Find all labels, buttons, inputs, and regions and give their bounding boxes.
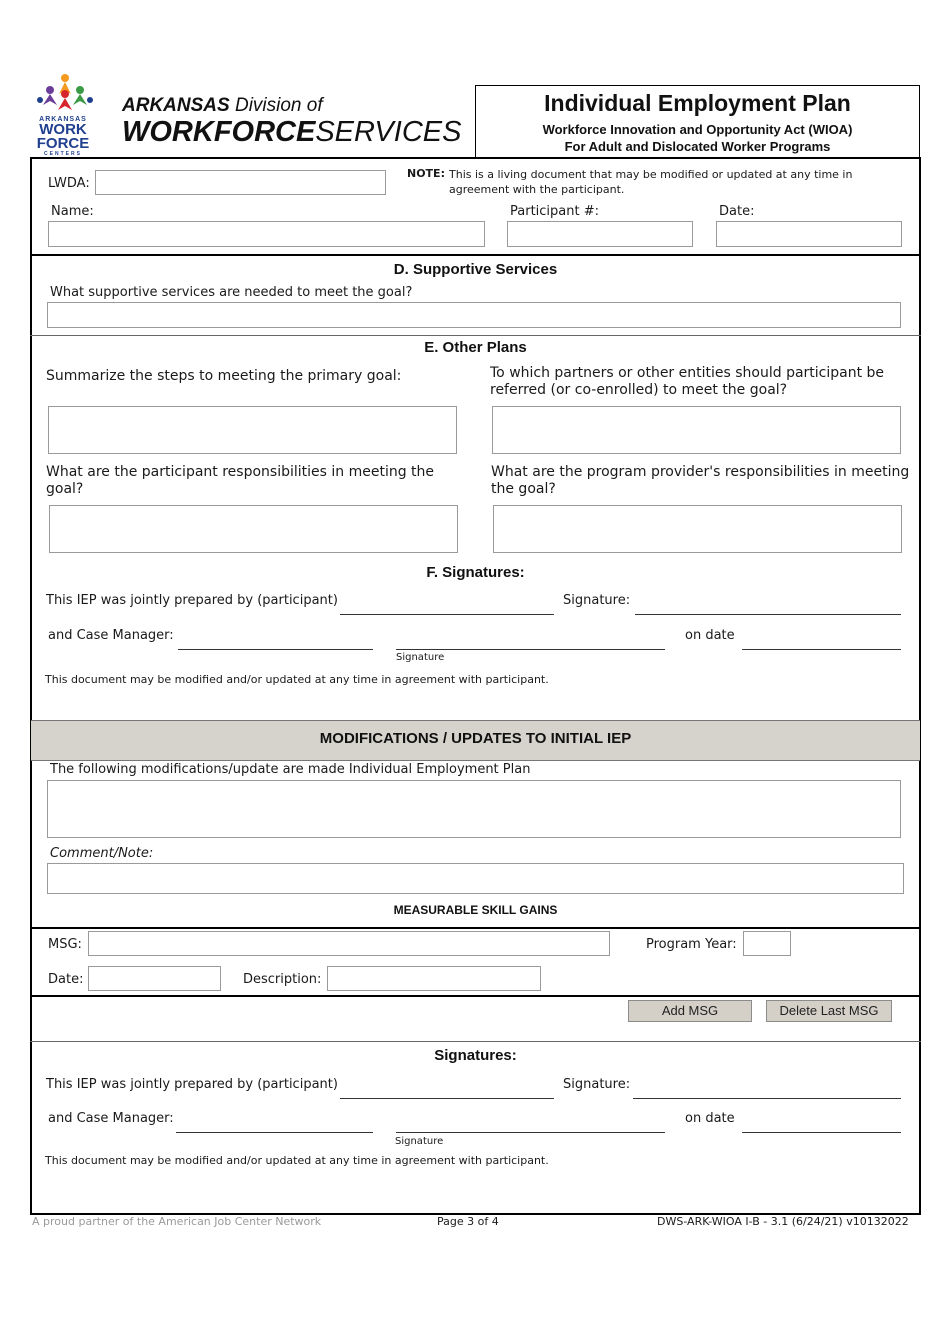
date-label: Date: [719, 204, 755, 219]
divider [30, 254, 921, 256]
agency-state: ARKANSAS [122, 95, 230, 116]
agency-division: Division of [234, 95, 323, 116]
agency-name [122, 95, 461, 147]
date-input[interactable] [716, 221, 902, 247]
footer-partner: A proud partner of the American Job Center Network [32, 1215, 322, 1228]
msg-input[interactable] [88, 931, 610, 956]
case-manager-name-line[interactable] [176, 1132, 373, 1133]
case-manager-signature-line[interactable] [396, 649, 665, 650]
name-label: Name: [51, 204, 94, 219]
case-manager-label: and Case Manager: [48, 628, 174, 643]
logo-line-2: WORK [39, 121, 87, 138]
section-e-title: E. Other Plans [424, 339, 527, 356]
signature-label: Signature: [563, 1077, 631, 1092]
participant-responsibilities-question-line-1: What are the participant responsibilities in meeting the [46, 464, 435, 480]
participant-number-label: Participant #: [510, 204, 599, 219]
people-stars-icon [30, 72, 100, 114]
comment-note-label: Comment/Note: [50, 846, 154, 861]
logo-line-3: FORCE [36, 135, 90, 152]
participant-signature-line[interactable] [633, 1098, 901, 1099]
primary-goal-steps-input[interactable] [48, 406, 457, 454]
comment-note-input[interactable] [47, 863, 904, 894]
workforce-centers-logo [30, 72, 100, 158]
form-title: Individual Employment Plan [544, 90, 851, 116]
footer-page-number: Page 3 of 4 [437, 1215, 499, 1228]
msg-label: MSG: [48, 937, 82, 952]
signature-caption: Signature [396, 652, 445, 663]
participant-responsibilities-question-line-2: goal? [46, 481, 84, 497]
provider-responsibilities-question-line-2: the goal? [491, 481, 556, 497]
case-manager-label: and Case Manager: [48, 1111, 174, 1126]
delete-last-msg-button[interactable]: Delete Last MSG [766, 1000, 892, 1022]
supportive-services-input[interactable] [47, 302, 901, 328]
name-input[interactable] [48, 221, 485, 247]
note-label: NOTE: [407, 167, 445, 180]
lwda-input[interactable] [95, 170, 386, 195]
logo-line-1: ARKANSAS [39, 116, 87, 123]
msg-date-label: Date: [48, 972, 84, 987]
form-subtitle-1: Workforce Innovation and Opportunity Act (WIOA) [542, 122, 853, 137]
add-msg-button[interactable]: Add MSG [628, 1000, 752, 1022]
agency-workforce: WORKFORCE [122, 116, 316, 148]
prepared-by-label: This IEP was jointly prepared by (participant) [46, 1077, 338, 1092]
signature-caption: Signature [395, 1136, 444, 1147]
participant-number-input[interactable] [507, 221, 693, 247]
modifications-title: MODIFICATIONS / UPDATES TO INITIAL IEP [319, 730, 632, 747]
partners-referral-question-line-1: To which partners or other entities should participant be [490, 365, 885, 381]
msg-description-input[interactable] [327, 966, 541, 991]
logo-line-4: CENTERS [44, 151, 82, 157]
msg-description-label: Description: [243, 972, 322, 987]
primary-goal-steps-question: Summarize the steps to meeting the primary goal: [46, 368, 402, 384]
case-manager-date-line[interactable] [742, 649, 901, 650]
msg-date-input[interactable] [88, 966, 221, 991]
participant-responsibilities-input[interactable] [49, 505, 458, 553]
on-date-label: on date [685, 628, 735, 643]
footer-form-id: DWS-ARK-WIOA I-B - 3.1 (6/24/21) v10132022 [657, 1215, 909, 1228]
partners-referral-question-line-2: referred (or co-enrolled) to meet the goal? [490, 382, 788, 398]
case-manager-signature-line[interactable] [396, 1132, 665, 1133]
note-line-2: agreement with the participant. [449, 183, 625, 196]
msg-title: MEASURABLE SKILL GAINS [393, 903, 558, 917]
agency-services: SERVICES [315, 116, 462, 148]
section-d-title: D. Supportive Services [393, 261, 558, 278]
participant-name-line[interactable] [340, 1098, 554, 1099]
participant-signature-line[interactable] [635, 614, 901, 615]
modifications-description: The following modifications/update are made Individual Employment Plan [50, 762, 531, 777]
partners-referral-input[interactable] [492, 406, 901, 454]
prepared-by-label: This IEP was jointly prepared by (participant) [46, 593, 338, 608]
program-year-label: Program Year: [646, 937, 737, 952]
form-subtitle-2: For Adult and Dislocated Worker Programs [564, 139, 831, 154]
divider [30, 335, 921, 336]
provider-responsibilities-input[interactable] [493, 505, 902, 553]
on-date-label: on date [685, 1111, 735, 1126]
participant-name-line[interactable] [340, 614, 554, 615]
case-manager-name-line[interactable] [178, 649, 373, 650]
case-manager-date-line[interactable] [742, 1132, 901, 1133]
section-f-title: F. Signatures: [426, 564, 525, 581]
signature-label: Signature: [563, 593, 631, 608]
divider [30, 1041, 921, 1042]
provider-responsibilities-question-line-1: What are the program provider's responsibilities in meeting [491, 464, 910, 480]
lwda-label: LWDA: [48, 176, 90, 191]
modifications-input[interactable] [47, 780, 901, 838]
note-line-1: This is a living document that may be modified or updated at any time in [449, 168, 853, 181]
supportive-services-question: What supportive services are needed to meet the goal? [50, 285, 413, 300]
disclaimer-text: This document may be modified and/or updated at any time in agreement with participant. [45, 673, 549, 686]
disclaimer-text: This document may be modified and/or updated at any time in agreement with participant. [45, 1154, 549, 1167]
program-year-input[interactable] [743, 931, 791, 956]
signatures-title: Signatures: [434, 1047, 517, 1064]
